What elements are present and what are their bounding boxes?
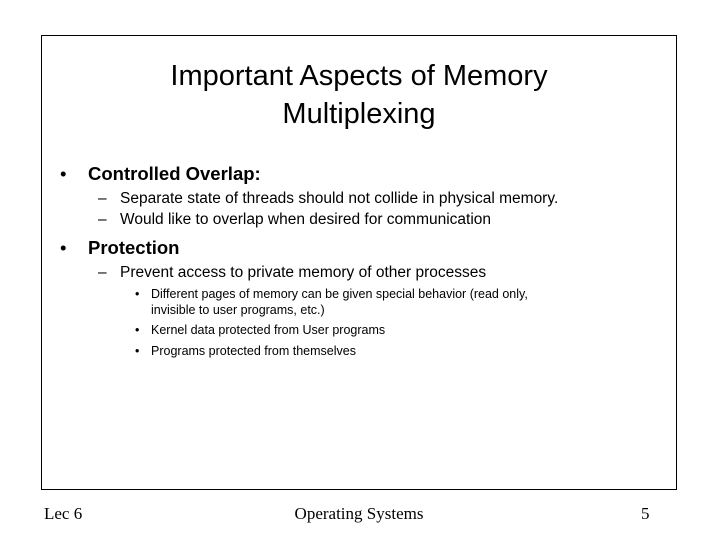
slide-title	[41, 57, 677, 133]
bullet-marker: •	[135, 323, 140, 337]
sub-sub-bullet	[135, 286, 528, 318]
dash-marker: –	[98, 264, 107, 281]
footer-course: Operating Systems	[294, 504, 424, 523]
sub-bullet-text: Prevent access to private memory of other processes	[120, 264, 487, 281]
bullet-marker: •	[135, 287, 140, 301]
bullet-marker: •	[135, 344, 140, 358]
bullet-marker: •	[60, 237, 67, 258]
sub-sub-bullet-text: Kernel data protected from User programs	[151, 323, 386, 337]
bullet-label: Controlled Overlap:	[88, 163, 261, 184]
sub-bullet	[98, 264, 487, 282]
dash-marker: –	[98, 211, 107, 228]
bullet-protection	[60, 237, 180, 259]
sub-bullet	[98, 211, 492, 229]
dash-marker: –	[98, 190, 107, 207]
slide-title-line-1: Important Aspects of Memory	[170, 60, 548, 92]
footer-lecture: Lec 6	[44, 504, 83, 523]
slide-title-line-2: Multiplexing	[282, 98, 436, 130]
bullet-marker: •	[60, 163, 67, 184]
sub-sub-bullet-text-line-2: invisible to user programs, etc.)	[151, 303, 325, 317]
bullet-controlled-overlap	[60, 163, 261, 185]
bullet-label: Protection	[88, 237, 180, 258]
sub-sub-bullet	[135, 343, 356, 359]
sub-sub-bullet-text-line-1: Different pages of memory can be given special behavior (read only,	[151, 287, 528, 301]
sub-sub-bullet-text: Programs protected from themselves	[151, 344, 356, 358]
sub-bullet-text: Would like to overlap when desired for communication	[120, 211, 492, 228]
sub-bullet	[98, 190, 559, 208]
sub-sub-bullet	[135, 322, 386, 338]
sub-bullet-text: Separate state of threads should not collide in physical memory.	[120, 190, 559, 207]
page-number: 5	[641, 504, 650, 523]
